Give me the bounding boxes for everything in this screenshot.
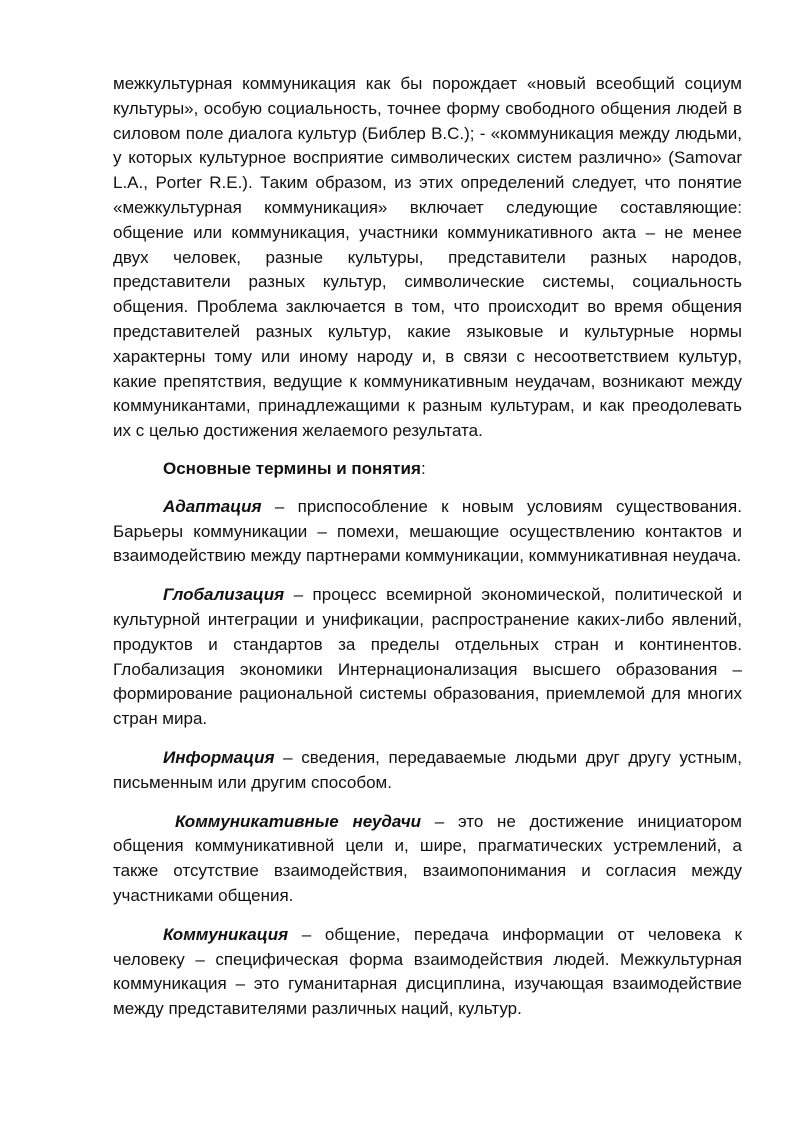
term-definition: – это не достижение инициатором общения коммуникативной цели и, шире, прагматических устремлений, а также отсутствие взаимодействия, взаимопонимания и согласия между участниками общения. (113, 811, 742, 905)
section-heading-colon: : (420, 458, 426, 478)
term-name: Глобализация (163, 585, 285, 605)
term-communication (113, 923, 742, 1022)
document-page (113, 72, 742, 1036)
term-communicative-failures (113, 810, 742, 909)
term-name: Коммуникация (163, 924, 289, 944)
section-heading (113, 457, 742, 482)
term-name: Коммуникативные неудачи (175, 811, 422, 831)
section-heading-text: Основные термины и понятия (163, 458, 421, 478)
term-name: Адаптация (163, 496, 262, 516)
term-information (113, 746, 742, 796)
term-name: Информация (163, 747, 275, 767)
term-adaptation (113, 495, 742, 569)
term-definition: – сведения, передаваемые людьми друг другу устным, письменным или другим способом. (113, 747, 742, 792)
term-globalization (113, 583, 742, 732)
term-definition: – общение, передача информации от человека к человеку – специфическая форма взаимодействия людей. Межкультурная коммуникация – это гуманитарная дисциплина, изучающая взаимодействие между представителями различных наций, культур. (113, 924, 742, 1019)
term-definition: – приспособление к новым условиям существования. Барьеры коммуникации – помехи, мешающие осуществлению контактов и взаимодействию между партнерами коммуникации, коммуникативная неудача. (113, 496, 742, 566)
term-definition: – процесс всемирной экономической, политической и культурной интеграции и унификации, распространение каких-либо явлений, продуктов и стандартов за пределы отдельных стран и континентов. Глобализация экономики Интернационализация высшего образования – формирование рациональной системы образования, приемлемой для многих стран мира. (113, 585, 742, 729)
intro-paragraph: межкультурная коммуникация как бы порождает «новый всеобщий социум культуры», особую социальность, точнее форму свободного общения людей в силовом поле диалога культур (Библер В.С.); - «коммуникация между людьми, у которых культурное восприятие символических систем различно» (Samovar L.A., Porter R.E.). Таким образом, из этих определений следует, что понятие «межкультурная коммуникация» включает следующие составляющие: общение или коммуникация, участники коммуникативного акта – не менее двух человек, разные культуры, представители разных народов, представители разных культур, символические системы, социальность общения. Проблема заключается в том, что происходит во время общения представителей разных культур, какие языковые и культурные нормы характерны тому или иному народу и, в связи с несоответствием культур, какие препятствия, ведущие к коммуникативным неудачам, возникают между коммуникантами, принадлежащими к разным культурам, и как преодолевать их с целью достижения желаемого результата. (113, 74, 742, 441)
